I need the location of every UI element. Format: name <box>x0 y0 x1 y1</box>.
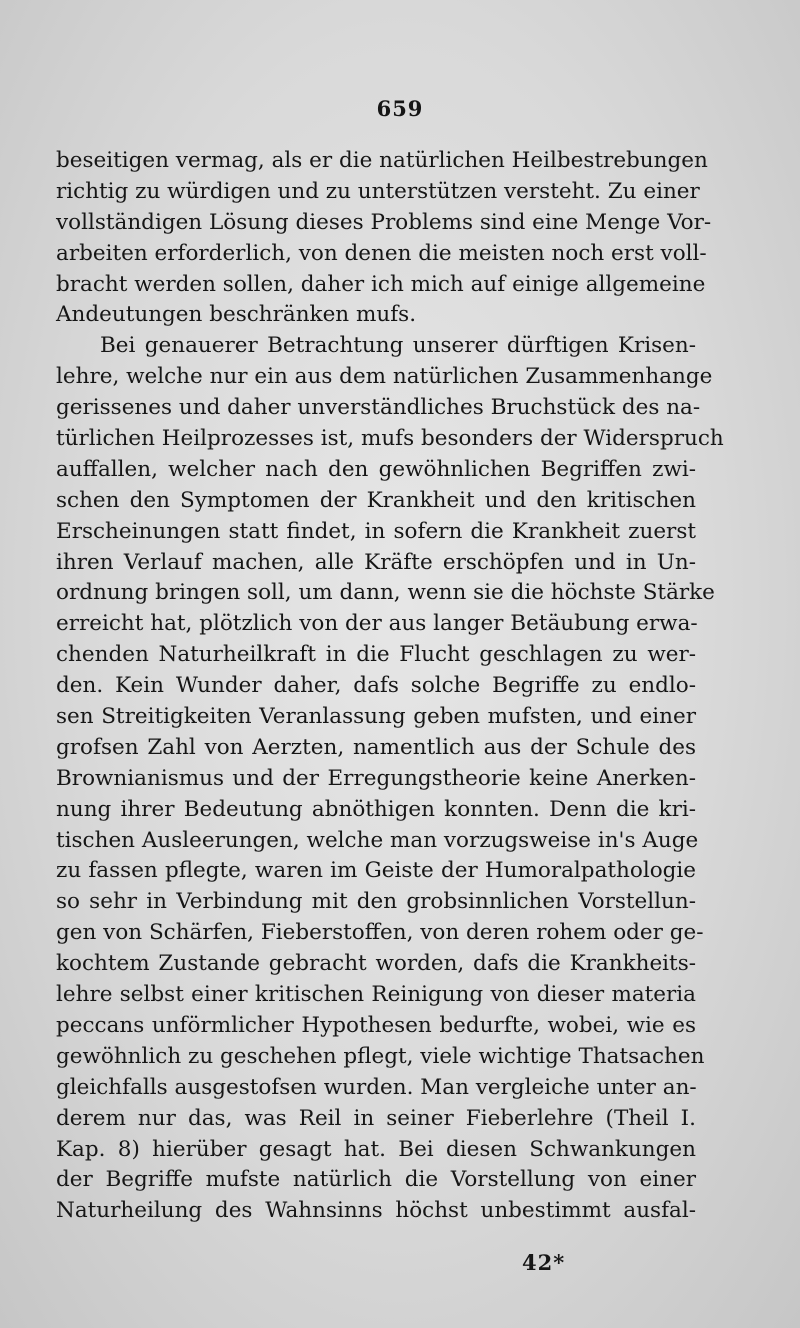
signature-mark: 42* <box>522 1250 566 1275</box>
text-line: peccans unförmlicher Hypothesen bedurfte, wobei, wie es <box>56 1012 696 1038</box>
text-line: gen von Schärfen, Fieberstoffen, von deren rohem oder ge- <box>56 920 704 946</box>
text-line: vollständigen Lösung dieses Problems sind eine Menge Vor- <box>56 209 712 235</box>
text-line: arbeiten erforderlich, von denen die meisten noch erst voll- <box>56 240 707 266</box>
text-line: grofsen Zahl von Aerzten, namentlich aus der Schule des <box>56 734 696 760</box>
text-line: auffallen, welcher nach den gewöhnlichen Begriffen zwi- <box>56 456 696 482</box>
text-line: richtig zu würdigen und zu unterstützen versteht. Zu einer <box>56 178 700 204</box>
text-line: lehre selbst einer kritischen Reinigung von dieser materia <box>56 982 696 1008</box>
text-line: Erscheinungen statt findet, in sofern die Krankheit zuerst <box>56 518 696 544</box>
text-line: der Begriffe mufste natürlich die Vorstellung von einer <box>56 1167 696 1193</box>
page-number: 659 <box>376 96 424 121</box>
text-line: türlichen Heilprozesses ist, mufs besonders der Widerspruch <box>56 426 724 452</box>
text-line: Andeutungen beschränken mufs. <box>56 302 417 328</box>
text-line: gerissenes und daher unverständliches Bruchstück des na- <box>56 395 701 421</box>
text-line: bracht werden sollen, daher ich mich auf einige allgemeine <box>56 271 706 297</box>
text-line: Naturheilung des Wahnsinns höchst unbestimmt ausfal- <box>56 1198 696 1224</box>
body-text <box>56 146 724 1227</box>
text-line: Kap. 8) hierüber gesagt hat. Bei diesen Schwankungen <box>56 1136 696 1162</box>
text-line: so sehr in Verbindung mit den grobsinnlichen Vorstellun- <box>56 889 696 915</box>
text-line: Bei genauerer Betrachtung unserer dürftigen Krisen- <box>100 333 696 359</box>
text-line: zu fassen pflegte, waren im Geiste der Humoralpathologie <box>56 858 696 884</box>
text-line: Brownianismus und der Erregungstheorie keine Anerken- <box>56 765 696 791</box>
text-line: nung ihrer Bedeutung abnöthigen konnten. Denn die kri- <box>56 796 696 822</box>
text-line: schen den Symptomen der Krankheit und den kritischen <box>56 487 696 513</box>
text-line: beseitigen vermag, als er die natürlichen Heilbestrebungen <box>56 148 708 173</box>
text-line: gewöhnlich zu geschehen pflegt, viele wichtige Thatsachen <box>56 1043 705 1069</box>
text-line: lehre, welche nur ein aus dem natürlichen Zusammenhange <box>56 364 713 390</box>
text-line: tischen Ausleerungen, welche man vorzugsweise in's Auge <box>56 827 699 853</box>
text-line: ihren Verlauf machen, alle Kräfte erschöpfen und in Un- <box>56 549 696 575</box>
text-line: den. Kein Wunder daher, dafs solche Begriffe zu endlo- <box>56 673 696 699</box>
text-line: derem nur das, was Reil in seiner Fieberlehre (Theil I. <box>56 1105 696 1131</box>
text-line: ordnung bringen soll, um dann, wenn sie die höchste Stärke <box>56 580 715 606</box>
text-line: gleichfalls ausgestofsen wurden. Man vergleiche unter an- <box>56 1074 697 1100</box>
text-line: kochtem Zustande gebracht worden, dafs die Krankheits- <box>56 951 696 977</box>
text-line: chenden Naturheilkraft in die Flucht geschlagen zu wer- <box>56 642 696 668</box>
text-line: sen Streitigkeiten Veranlassung geben mufsten, und einer <box>56 704 696 730</box>
text-line: erreicht hat, plötzlich von der aus langer Betäubung erwa- <box>56 611 698 637</box>
